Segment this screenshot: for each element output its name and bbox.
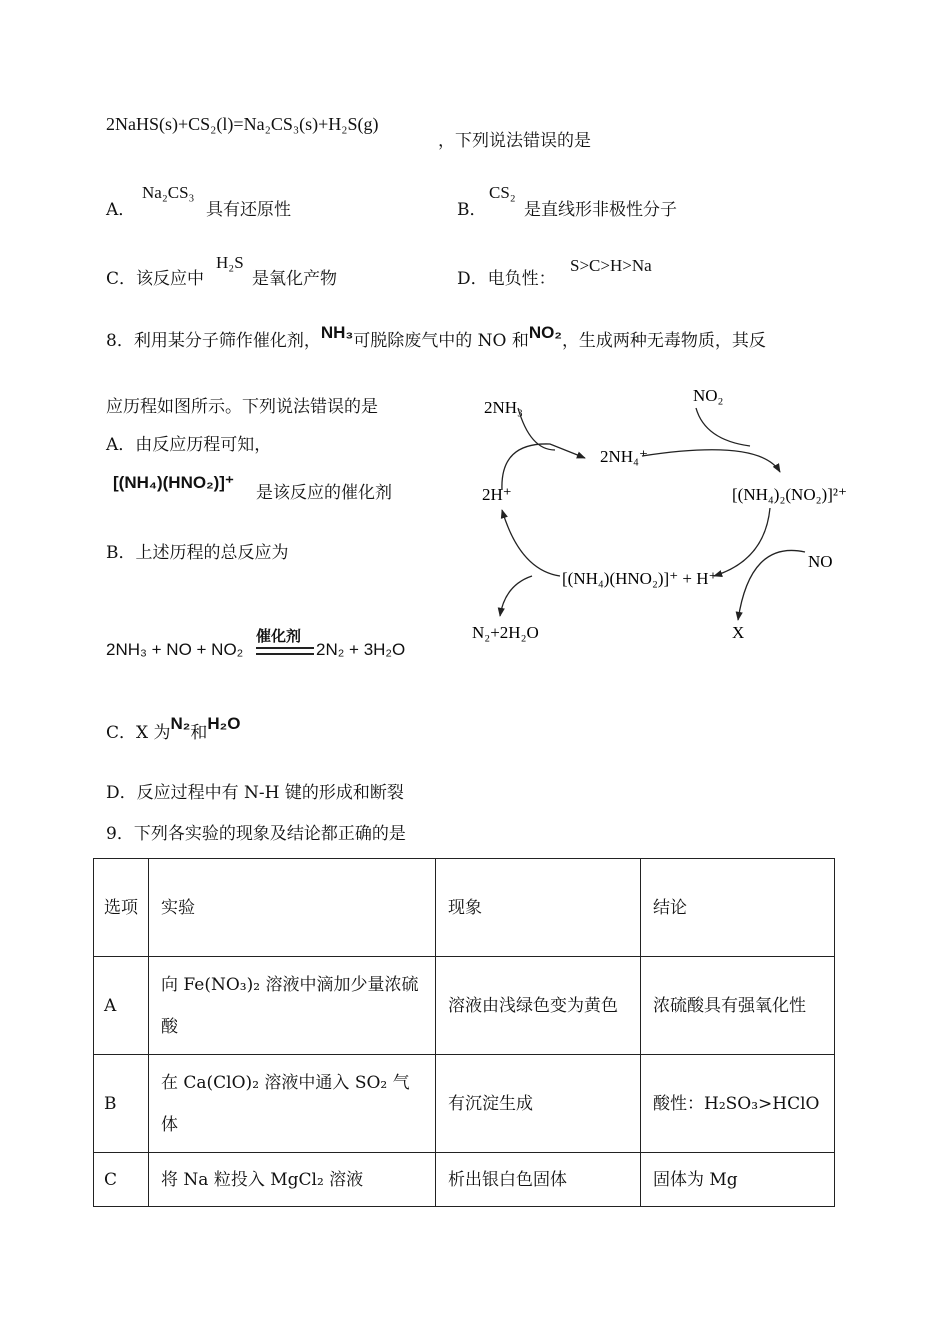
arrow-complex1-to-complex2 xyxy=(714,508,770,576)
row-b-conclusion: 酸性：H₂SO₃>HClO xyxy=(641,1055,835,1153)
q8-option-b-text: B．上述历程的总反应为 xyxy=(106,543,289,563)
diagram-nh3: 2NH₃ xyxy=(484,398,523,417)
q8-equation-right: 2N₂ + 3H₂O xyxy=(316,640,406,659)
diagram-complex1: [(NH₄)₂(NO₂)]²⁺ xyxy=(732,485,847,504)
arrow-h-to-nh4 xyxy=(502,444,585,490)
q7-option-c-label: C．该反应中 xyxy=(106,269,205,289)
q8-option-a-text: 是该反应的催化剂 xyxy=(256,483,392,503)
q8-option-d-text: D．反应过程中有 N-H 键的形成和断裂 xyxy=(106,783,404,803)
diagram-complex2: [(NH₄)(HNO₂)]⁺ + H⁺ xyxy=(562,569,718,588)
header-option: 选项 xyxy=(94,859,149,957)
table-row xyxy=(94,1153,835,1207)
diagram-no2: NO₂ xyxy=(693,386,724,405)
q7-option-a-text: 具有还原性 xyxy=(206,200,291,220)
row-c-experiment: 将 Na 粒投入 MgCl₂ 溶液 xyxy=(149,1153,436,1207)
arrow-no-to-x xyxy=(738,550,805,620)
q8-option-a-formula: [(NH₄)(HNO₂)]⁺ xyxy=(113,473,234,492)
q8-option-c-n2: N₂ xyxy=(170,714,191,733)
table-row xyxy=(94,957,835,1055)
q8-no2: NO₂ xyxy=(528,323,562,342)
q8-option-c-and: 和 xyxy=(190,723,208,743)
q8-equation-catalyst: 催化剂 xyxy=(256,627,302,645)
row-b-option: B xyxy=(94,1055,149,1153)
q7-option-b-formula: CS₂ xyxy=(489,183,516,202)
equals-line-bottom xyxy=(256,653,314,657)
diagram-no: NO xyxy=(808,552,833,571)
q7-option-c-text: 是氧化产物 xyxy=(252,269,337,289)
arrow-nh4-to-complex1 xyxy=(642,450,780,472)
q7-option-a-formula: Na₂CS₃ xyxy=(142,183,195,202)
q7-option-d-formula: S>C>H>Na xyxy=(570,256,652,275)
q8-option-c xyxy=(106,714,241,744)
table-row xyxy=(94,1055,835,1153)
q8-stem-mid: 可脱除废气中的 NO 和 xyxy=(353,331,529,351)
arrow-complex2-to-h xyxy=(502,510,560,576)
header-phenomenon: 现象 xyxy=(436,859,641,957)
diagram-x: X xyxy=(732,623,745,642)
q8-option-c-pre: C．X 为 xyxy=(106,723,171,743)
q8-option-c-h2o: H₂O xyxy=(207,714,241,733)
row-a-phenomenon: 溶液由浅绿色变为黄色 xyxy=(436,957,641,1055)
q8-stem-post: ，生成两种无毒物质，其反 xyxy=(561,331,766,351)
q8-stem-pre: 8．利用某分子筛作催化剂， xyxy=(106,331,321,351)
row-a-option: A xyxy=(94,957,149,1055)
q7-equation: 2NaHS(s)+CS₂(l)=Na₂CS₃(s)+H₂S(g) xyxy=(106,114,379,134)
header-conclusion: 结论 xyxy=(641,859,835,957)
row-b-experiment: 在 Ca(ClO)₂ 溶液中通入 SO₂ 气体 xyxy=(149,1055,436,1153)
q8-option-a-line1: A．由反应历程可知， xyxy=(106,435,272,455)
q9-title: 9．下列各实验的现象及结论都正确的是 xyxy=(106,824,406,844)
q7-option-b-label: B． xyxy=(457,200,487,220)
q8-stem-line2: 应历程如图所示。下列说法错误的是 xyxy=(106,397,378,417)
diagram-h-plus: 2H⁺ xyxy=(482,485,512,504)
row-c-conclusion: 固体为 Mg xyxy=(641,1153,835,1207)
q9-table xyxy=(93,858,835,1207)
q8-equation-left: 2NH₃ + NO + NO₂ xyxy=(106,640,244,659)
row-b-phenomenon: 有沉淀生成 xyxy=(436,1055,641,1153)
q7-option-c-formula: H₂S xyxy=(216,253,244,272)
arrow-to-products xyxy=(500,576,532,616)
row-a-experiment: 向 Fe(NO₃)₂ 溶液中滴加少量浓硫酸 xyxy=(149,957,436,1055)
diagram-products: N₂+2H₂O xyxy=(472,623,539,642)
q7-prompt: ，下列说法错误的是 xyxy=(438,131,591,151)
q7-option-a-label: A． xyxy=(106,200,136,220)
row-c-option: C xyxy=(94,1153,149,1207)
diagram-nh4: 2NH₄⁺ xyxy=(600,447,648,466)
q7-option-d-label: D．电负性： xyxy=(457,269,556,289)
arrow-no2-join xyxy=(696,408,750,446)
row-a-conclusion: 浓硫酸具有强氧化性 xyxy=(641,957,835,1055)
equals-line-top xyxy=(256,647,314,651)
q7-option-b-text: 是直线形非极性分子 xyxy=(524,200,677,220)
row-c-phenomenon: 析出银白色固体 xyxy=(436,1153,641,1207)
table-header-row xyxy=(94,859,835,957)
q8-stem-line1 xyxy=(106,323,766,352)
q8-nh3: NH₃ xyxy=(320,323,354,342)
reaction-mechanism-diagram xyxy=(460,380,860,650)
header-experiment: 实验 xyxy=(149,859,436,957)
